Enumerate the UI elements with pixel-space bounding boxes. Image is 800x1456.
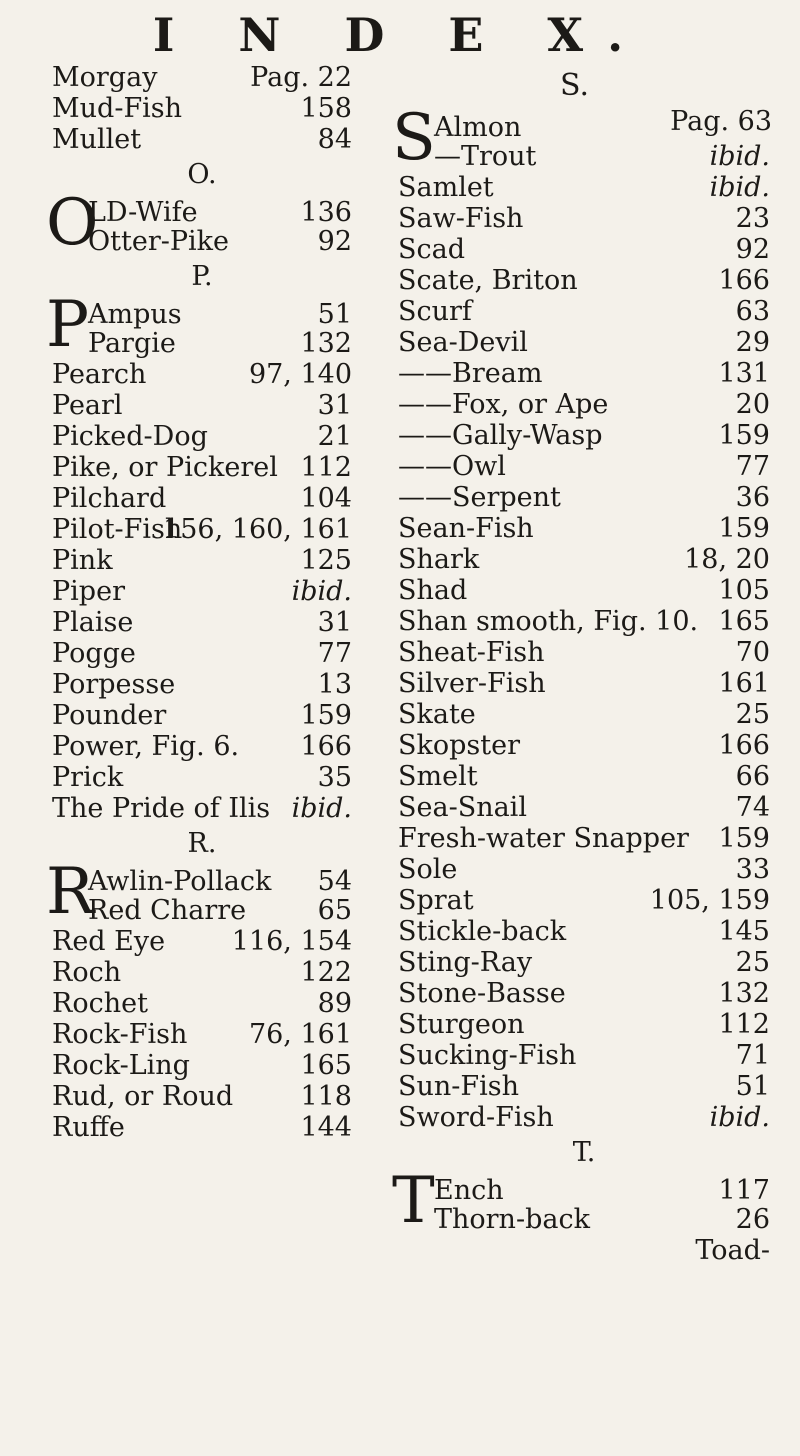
entry-page: 31 <box>317 390 352 421</box>
entry-name: Picked-Dog <box>52 421 208 452</box>
entry-name: Scad <box>398 234 465 265</box>
entry-name: Almon <box>434 112 522 143</box>
drop-cap-t: T <box>392 1164 435 1238</box>
entry-page: 159 <box>300 700 352 731</box>
entry-name: Pink <box>52 545 113 576</box>
entry-name: Sole <box>398 854 458 885</box>
list-r <box>52 926 352 1143</box>
right-column <box>392 101 770 1266</box>
index-entry <box>398 513 770 544</box>
entry-page: 36 <box>735 482 770 513</box>
entry-page: 25 <box>735 699 770 730</box>
entry-page: 71 <box>735 1040 770 1071</box>
entry-page: 84 <box>317 124 352 155</box>
entry-page: ibid. <box>709 1102 770 1133</box>
entry-page: 89 <box>317 988 352 1019</box>
entry-page: 145 <box>718 916 770 947</box>
index-entry <box>398 482 770 513</box>
entry-page: Pag. 22 <box>250 62 352 93</box>
entry-name: Shark <box>398 544 480 575</box>
entry-page: 51 <box>735 1071 770 1102</box>
entry-page: 70 <box>735 637 770 668</box>
drop-cap-p: P <box>46 288 90 362</box>
index-entry <box>398 1040 770 1071</box>
entry-page: 166 <box>300 731 352 762</box>
index-entry <box>52 514 352 545</box>
index-entry <box>398 854 770 885</box>
index-entry <box>398 823 770 854</box>
entry-page: ibid. <box>709 172 770 203</box>
entry-name: Sword-Fish <box>398 1102 554 1133</box>
index-entry <box>52 545 352 576</box>
entry-page: 77 <box>317 638 352 669</box>
list-m <box>52 62 352 155</box>
entry-name: Ampus <box>88 299 182 330</box>
entry-name: Sea-Devil <box>398 327 528 358</box>
entry-page: 125 <box>300 545 352 576</box>
entry-name: ——Fox, or Ape <box>398 389 609 420</box>
index-entry <box>52 700 352 731</box>
entry-page: 112 <box>300 452 352 483</box>
entry-name: Sting-Ray <box>398 947 533 978</box>
index-entry <box>398 358 770 389</box>
index-entry <box>398 1102 770 1133</box>
index-entry <box>398 172 770 203</box>
catchword: Toad- <box>695 1235 770 1266</box>
index-entry <box>52 421 352 452</box>
entry-page: 31 <box>317 607 352 638</box>
entry-name: Saw-Fish <box>398 203 524 234</box>
entry-name: Sprat <box>398 885 474 916</box>
entry-page: ibid. <box>709 141 770 172</box>
index-entry <box>398 761 770 792</box>
index-entry <box>398 1009 770 1040</box>
index-entry <box>398 792 770 823</box>
index-entry <box>398 265 770 296</box>
entry-page: 159 <box>718 420 770 451</box>
entry-name: Rochet <box>52 988 148 1019</box>
entry-page: 161 <box>718 668 770 699</box>
index-entry <box>52 62 352 93</box>
entry-page: 118 <box>300 1081 352 1112</box>
entry-page: 166 <box>718 265 770 296</box>
index-entry <box>52 731 352 762</box>
entry-page: 74 <box>735 792 770 823</box>
entry-page: 92 <box>735 234 770 265</box>
entry-name: Sun-Fish <box>398 1071 520 1102</box>
dropcap-entry-p <box>46 288 352 362</box>
entry-name: Power, Fig. 6. <box>52 731 240 762</box>
dropcap-entry-o <box>46 186 352 260</box>
index-entry <box>398 730 770 761</box>
index-entry <box>52 988 352 1019</box>
section-heading-p: P. <box>191 261 213 292</box>
index-entry <box>398 389 770 420</box>
index-entry <box>398 544 770 575</box>
entry-name: Morgay <box>52 62 158 93</box>
entry-page: 132 <box>718 978 770 1009</box>
section-heading-s: S. <box>560 68 590 103</box>
entry-page: 92 <box>317 226 352 257</box>
index-entry <box>52 957 352 988</box>
dropcap-entry-r <box>46 855 352 929</box>
entry-page: 144 <box>300 1112 352 1143</box>
entry-name: Stickle-back <box>398 916 567 947</box>
index-entry <box>52 762 352 793</box>
entry-name: Pogge <box>52 638 136 669</box>
index-entry <box>52 669 352 700</box>
index-entry <box>398 668 770 699</box>
entry-name: Scate, Briton <box>398 265 578 296</box>
index-entry <box>398 327 770 358</box>
entry-page: 112 <box>718 1009 770 1040</box>
entry-name: Shad <box>398 575 468 606</box>
entry-name: ——Bream <box>398 358 543 389</box>
index-entry <box>398 885 770 916</box>
index-entry <box>398 978 770 1009</box>
entry-name: Shan smooth, Fig. 10. <box>398 606 699 637</box>
entry-page: 159 <box>718 513 770 544</box>
index-entry <box>52 483 352 514</box>
index-entry <box>398 699 770 730</box>
index-entry <box>398 1071 770 1102</box>
entry-name: Sturgeon <box>398 1009 525 1040</box>
entry-page: 132 <box>300 328 352 359</box>
index-entry <box>398 575 770 606</box>
index-entry <box>398 606 770 637</box>
entry-name: The Pride of Ilis <box>52 793 271 824</box>
entry-page: 156, 160, 161 <box>163 514 352 545</box>
entry-page: 105 <box>718 575 770 606</box>
entry-page: 105, 159 <box>649 885 770 916</box>
entry-name: Rock-Fish <box>52 1019 188 1050</box>
entry-page: 165 <box>300 1050 352 1081</box>
index-entry <box>52 124 352 155</box>
index-entry <box>398 637 770 668</box>
entry-page: 63 <box>735 296 770 327</box>
index-entry <box>52 452 352 483</box>
index-entry <box>398 916 770 947</box>
entry-page: 54 <box>317 866 352 897</box>
entry-name: Skate <box>398 699 476 730</box>
entry-name: Piper <box>52 576 125 607</box>
entry-name: Scurf <box>398 296 472 327</box>
entry-page: 131 <box>718 358 770 389</box>
entry-page: 18, 20 <box>684 544 770 575</box>
entry-name: Samlet <box>398 172 494 203</box>
index-entry <box>52 793 352 824</box>
entry-name: Roch <box>52 957 122 988</box>
entry-name: Red Eye <box>52 926 166 957</box>
entry-page: ibid. <box>291 793 352 824</box>
section-heading-t: T. <box>572 1137 596 1168</box>
entry-name: Thorn-back <box>434 1204 590 1235</box>
page-title: I N D E X. <box>152 8 648 62</box>
drop-cap-r: R <box>46 855 95 929</box>
entry-name: Fresh-water Snapper <box>398 823 689 854</box>
page-label: Pag. 63 <box>670 106 772 137</box>
index-entry <box>398 296 770 327</box>
entry-page: 165 <box>718 606 770 637</box>
entry-name: Red Charre <box>88 895 247 926</box>
entry-name: Rud, or Roud <box>52 1081 234 1112</box>
entry-name: Pearch <box>52 359 147 390</box>
entry-page: 25 <box>735 947 770 978</box>
entry-page: 21 <box>317 421 352 452</box>
entry-page: 13 <box>317 669 352 700</box>
index-entry <box>52 926 352 957</box>
index-entry <box>52 638 352 669</box>
entry-page: 26 <box>735 1204 770 1235</box>
entry-page: 116, 154 <box>231 926 352 957</box>
entry-name: Pilchard <box>52 483 167 514</box>
index-entry <box>52 607 352 638</box>
entry-page: 29 <box>735 327 770 358</box>
entry-name: Porpesse <box>52 669 176 700</box>
entry-page: 66 <box>735 761 770 792</box>
entry-name: Sean-Fish <box>398 513 534 544</box>
entry-page: 77 <box>735 451 770 482</box>
index-entry <box>52 576 352 607</box>
index-entry <box>52 390 352 421</box>
index-entry <box>398 234 770 265</box>
index-entry <box>398 420 770 451</box>
entry-page: 166 <box>718 730 770 761</box>
index-entry <box>52 1019 352 1050</box>
entry-name: Plaise <box>52 607 134 638</box>
index-entry <box>52 93 352 124</box>
entry-page: 23 <box>735 203 770 234</box>
drop-cap-s: S <box>392 101 436 175</box>
entry-page: ibid. <box>291 576 352 607</box>
entry-name: Ruffe <box>52 1112 125 1143</box>
entry-page: 122 <box>300 957 352 988</box>
entry-page: 76, 161 <box>248 1019 352 1050</box>
entry-page: 104 <box>300 483 352 514</box>
entry-name: —Trout <box>434 141 537 172</box>
entry-name: Mullet <box>52 124 142 155</box>
entry-name: Pearl <box>52 390 123 421</box>
drop-cap-o: O <box>46 186 99 260</box>
entry-name: Ench <box>434 1175 504 1206</box>
entry-page: 159 <box>718 823 770 854</box>
entry-name: Pargie <box>88 328 176 359</box>
entry-name: ——Serpent <box>398 482 561 513</box>
dropcap-entry-t <box>392 1164 770 1238</box>
entry-name: Sea-Snail <box>398 792 527 823</box>
entry-page: 35 <box>317 762 352 793</box>
dropcap-entry-s <box>392 101 770 175</box>
section-heading-r: R. <box>187 828 217 859</box>
entry-name: Rock-Ling <box>52 1050 190 1081</box>
entry-name: Pilot-Fish <box>52 514 183 545</box>
section-heading-o: O. <box>187 159 217 190</box>
entry-name: Awlin-Pollack <box>88 866 272 897</box>
catchword-row <box>398 1235 770 1266</box>
entry-name: Silver-Fish <box>398 668 546 699</box>
entry-page: 117 <box>718 1175 770 1206</box>
entry-page: 33 <box>735 854 770 885</box>
index-entry <box>398 203 770 234</box>
entry-name: Pike, or Pickerel <box>52 452 278 483</box>
entry-name: Smelt <box>398 761 478 792</box>
entry-name: Sheat-Fish <box>398 637 545 668</box>
list-p <box>52 359 352 824</box>
entry-page: 136 <box>300 197 352 228</box>
entry-name: LD-Wife <box>88 197 198 228</box>
entry-name: Mud-Fish <box>52 93 183 124</box>
entry-page: 97, 140 <box>248 359 352 390</box>
index-entry <box>52 1112 352 1143</box>
index-entry <box>398 451 770 482</box>
entry-name: Prick <box>52 762 124 793</box>
entry-name: Pounder <box>52 700 167 731</box>
entry-page: 65 <box>317 895 352 926</box>
index-entry <box>52 1050 352 1081</box>
entry-page: 20 <box>735 389 770 420</box>
list-s <box>398 172 770 1133</box>
entry-name: Skopster <box>398 730 520 761</box>
entry-name: Otter-Pike <box>88 226 229 257</box>
index-entry <box>398 947 770 978</box>
entry-page: 51 <box>317 299 352 330</box>
index-entry <box>52 359 352 390</box>
index-entry <box>52 1081 352 1112</box>
entry-name: ——Gally-Wasp <box>398 420 603 451</box>
entry-name: ——Owl <box>398 451 506 482</box>
left-column <box>46 62 352 1143</box>
entry-name: Stone-Basse <box>398 978 566 1009</box>
entry-page: 158 <box>300 93 352 124</box>
entry-name: Sucking-Fish <box>398 1040 577 1071</box>
